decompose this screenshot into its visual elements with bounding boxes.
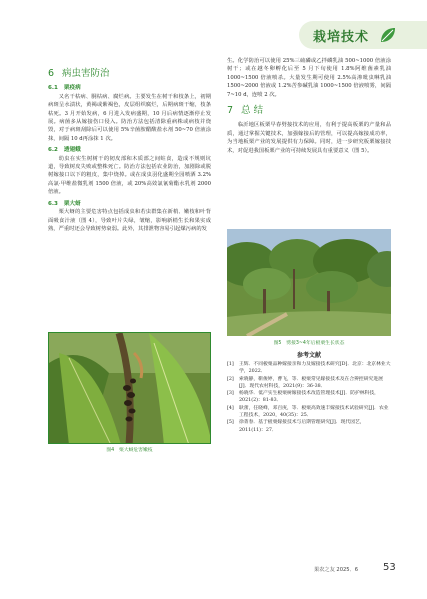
figure-4-photo — [48, 332, 211, 444]
chestnut-orchard-illustration — [227, 229, 391, 336]
reference-item — [227, 390, 391, 405]
figure-4-caption: 图4 栗大蚜危害嫩枝 — [106, 448, 153, 453]
page-number: 53 — [383, 562, 396, 573]
reference-number: [1] — [227, 362, 234, 367]
references-title: 参考文献 — [296, 352, 321, 359]
paragraph-7: 临沂地区板栗早春劈接技术的应用，有利于提高板栗的产量和品质，通过掌握关键技术，加强嫁接后的管理，可以提高嫁接成功率，为当地板栗产业的发展提供有力保障。同时，进一步研究板栗嫁接技术，对促进我国板栗产业的可持续发展具有重要意义（图 5）。 — [227, 122, 391, 154]
reference-text: 索晓静，靳俊婷，曹飞，等．板栗常见嫁接技术及在合辨控研究进展[J]．现代农村科技，2021(9)：36-38． — [239, 376, 383, 389]
leaf-icon — [378, 25, 398, 45]
reference-number: [5] — [227, 420, 234, 426]
references-list — [227, 361, 391, 434]
reference-number: [2] — [227, 376, 234, 382]
left-text-column — [48, 66, 211, 233]
subsection-title: 栗大蚜 — [63, 200, 81, 207]
reference-item — [227, 405, 391, 420]
subsection-title: 透翅蛾 — [63, 147, 81, 154]
journal-footer: 果农之友 2025．6 — [314, 567, 359, 573]
paragraph-6-3: 栗大蚜的主要危害特点包括成虫和若虫群集在新梢、嫩枝和叶背面吸食汁液（图 4），导致叶片失绿，皱缩，影响新梢生长和果实成熟，严重时还会导致树势衰弱。此外，其排泄物容易引起煤污病的发 — [48, 209, 211, 232]
subsection-6-2-heading — [48, 146, 211, 154]
paragraph-6-3-continued: 生。化学防治可以使用 25%三硫磷或乙拌磷乳油 500~1000 倍液涂树干；或在越冬卵孵化后至 5 月下旬使用 1.8%阿维菌素乳油 1000~1500 倍液喷杀。大量发生期可使用 2.5%高渗吡虫啉乳油 1500~2000 倍液或 1.2%苦参碱乳油 1000~1500 倍液喷雾，间隔 7~10 d，连喷 2 次。 — [227, 58, 391, 98]
section-title: 总 结 — [241, 105, 264, 117]
right-text-column — [227, 57, 391, 155]
subsection-number: 6.3 — [48, 200, 58, 207]
section-7-heading — [227, 107, 391, 115]
reference-text: 杨晓华．低产实生板栗树嫁接技术改造管理技术[J]．防护林科技，2021(2)：81-83． — [239, 391, 379, 404]
section-number: 6 — [48, 68, 55, 79]
subsection-title: 栗疫病 — [63, 85, 81, 92]
reference-item — [227, 419, 391, 434]
reference-item — [227, 361, 391, 376]
subsection-6-3-heading — [48, 200, 211, 208]
subsection-number: 6.1 — [48, 85, 58, 92]
reference-number: [3] — [227, 391, 234, 397]
reference-text: 徐菁春．基于板栗嫁接技术与后期管理研究[J]．现代园艺，2011(11)：27． — [239, 420, 365, 433]
page-section-title: 栽培技术 — [313, 30, 370, 45]
subsection-6-1-heading — [48, 84, 211, 92]
figure-5-caption: 图5 劈接3~4年后板栗生长状态 — [273, 341, 345, 346]
paragraph-6-1: 又名干枯病、胴枯病、腐烂病。主要发生在树干和枝条上，初期病斑呈水渍状，黄褐或紫褐色，皮层组织腐烂，后期病斑干缩，枝条枯死。3 月开始发病，6 月进入发病盛期，10 月后病情逐渐停止发展。病菌多从嫁接伤口侵入。防治方法包括清除重病株或病枝并烧毁，对于病斑刮除后可以使用 5%辛菌胺醋酸盐水剂 50~70 倍液涂抹，间隔 10 d再涂抹 1 次。 — [48, 93, 211, 142]
reference-number: [4] — [227, 405, 234, 411]
figure-5-photo — [227, 229, 391, 336]
paragraph-6-2: 幼虫在实生树树干的韧皮部和木质部之间蛀食，造成不规则坑道，导致树皮失败或整株死亡。防治方法包括农业防治，加剧除或脱树嫁接口以下的粗皮，集中烧掉。或在成虫羽化盛期全园喷洒 3.2%高氯·甲维盐微乳剂 1500 倍液，或 20%高效氯氰菊酯水乳剂 2000 倍液。 — [48, 155, 211, 196]
section-title: 病虫害防治 — [62, 68, 110, 79]
subsection-number: 6.2 — [48, 147, 58, 154]
reference-item — [227, 376, 391, 391]
section-6-heading — [48, 70, 211, 78]
section-number: 7 — [227, 105, 234, 117]
aphid-twig-illustration — [49, 333, 211, 444]
reference-text: 耿蕾，任晓峰，邓百庚，等．板栗高效速丰嫁接技术试验研究[J]．农业工程技术，2020，40(35)：25． — [239, 405, 389, 419]
reference-text: 王辉．不同板栗品种嫁接亲和力及嫁接技术研究[D]．北京：北京林业大学，2022． — [239, 362, 391, 375]
